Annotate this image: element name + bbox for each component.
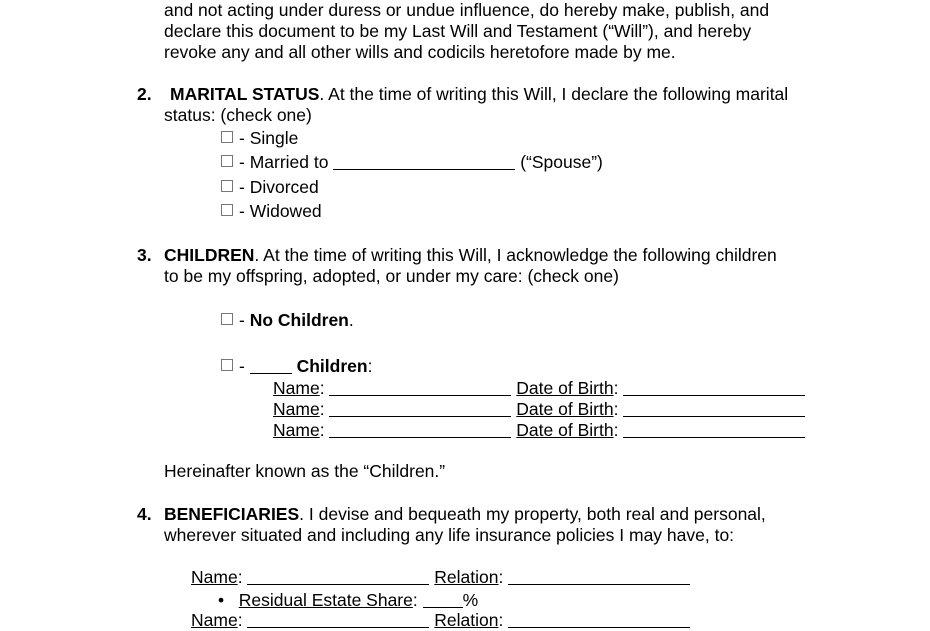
married-checkbox[interactable] <box>221 155 233 167</box>
option-no-children[interactable]: - No Children. <box>221 310 354 331</box>
no-children-checkbox[interactable] <box>221 313 233 325</box>
beneficiaries-line-1: BENEFICIARIES. I devise and bequeath my property, both real and personal, <box>164 504 766 524</box>
child-row-1: Name: Date of Birth: <box>273 378 805 399</box>
single-checkbox[interactable] <box>221 131 233 143</box>
child-row-2: Name: Date of Birth: <box>273 399 805 420</box>
beneficiary-1-relation-blank[interactable] <box>508 569 690 585</box>
option-children-count[interactable]: - Children: <box>221 356 372 377</box>
widowed-checkbox[interactable] <box>221 204 233 216</box>
intro-line-3: revoke any and all other wills and codicils heretofore made by me. <box>164 42 676 62</box>
beneficiary-row-2: Name: Relation: <box>191 610 690 631</box>
children-hereinafter: Hereinafter known as the “Children.” <box>164 461 446 481</box>
child-2-dob-blank[interactable] <box>623 401 805 417</box>
child-2-name-blank[interactable] <box>329 401 511 417</box>
children-heading: CHILDREN <box>164 245 255 265</box>
intro-line-1: and not acting under duress or undue influence, do hereby make, publish, and <box>164 0 770 20</box>
beneficiaries-heading: BENEFICIARIES <box>164 504 300 524</box>
beneficiary-1-name-blank[interactable] <box>247 569 429 585</box>
option-divorced[interactable]: - Divorced <box>221 177 319 198</box>
child-1-dob-blank[interactable] <box>623 380 805 396</box>
option-single[interactable]: - Single <box>221 128 298 149</box>
children-count-checkbox[interactable] <box>221 359 233 371</box>
beneficiaries-line-2: wherever situated and including any life insurance policies I may have, to: <box>164 525 735 545</box>
intro-line-2: declare this document to be my Last Will and Testament (“Will”), and hereby <box>164 21 752 41</box>
beneficiary-share-row-1: • Residual Estate Share: % <box>218 590 479 610</box>
section-3-number: 3. <box>137 245 152 265</box>
marital-line-1: MARITAL STATUS. At the time of writing this Will, I declare the following marital <box>170 84 789 104</box>
divorced-checkbox[interactable] <box>221 180 233 192</box>
child-row-3: Name: Date of Birth: <box>273 420 805 441</box>
section-4-number: 4. <box>137 504 152 524</box>
children-line-2: to be my offspring, adopted, or under my care: (check one) <box>164 266 619 286</box>
child-1-name-blank[interactable] <box>329 380 511 396</box>
child-3-name-blank[interactable] <box>329 422 511 438</box>
beneficiary-2-name-blank[interactable] <box>247 612 429 628</box>
spouse-name-blank[interactable] <box>333 154 515 170</box>
beneficiary-2-relation-blank[interactable] <box>508 612 690 628</box>
child-3-dob-blank[interactable] <box>623 422 805 438</box>
section-2-number: 2. <box>137 84 152 104</box>
marital-heading: MARITAL STATUS <box>170 84 320 104</box>
option-married[interactable]: - Married to (“Spouse”) <box>221 152 603 173</box>
beneficiary-1-share-blank[interactable] <box>423 592 463 608</box>
bullet: • <box>218 590 225 610</box>
beneficiary-row-1: Name: Relation: <box>191 567 690 588</box>
children-line-1: CHILDREN. At the time of writing this Will, I acknowledge the following children <box>164 245 777 265</box>
marital-line-2: status: (check one) <box>164 105 312 125</box>
option-widowed[interactable]: - Widowed <box>221 201 322 222</box>
children-count-blank[interactable] <box>250 358 292 374</box>
